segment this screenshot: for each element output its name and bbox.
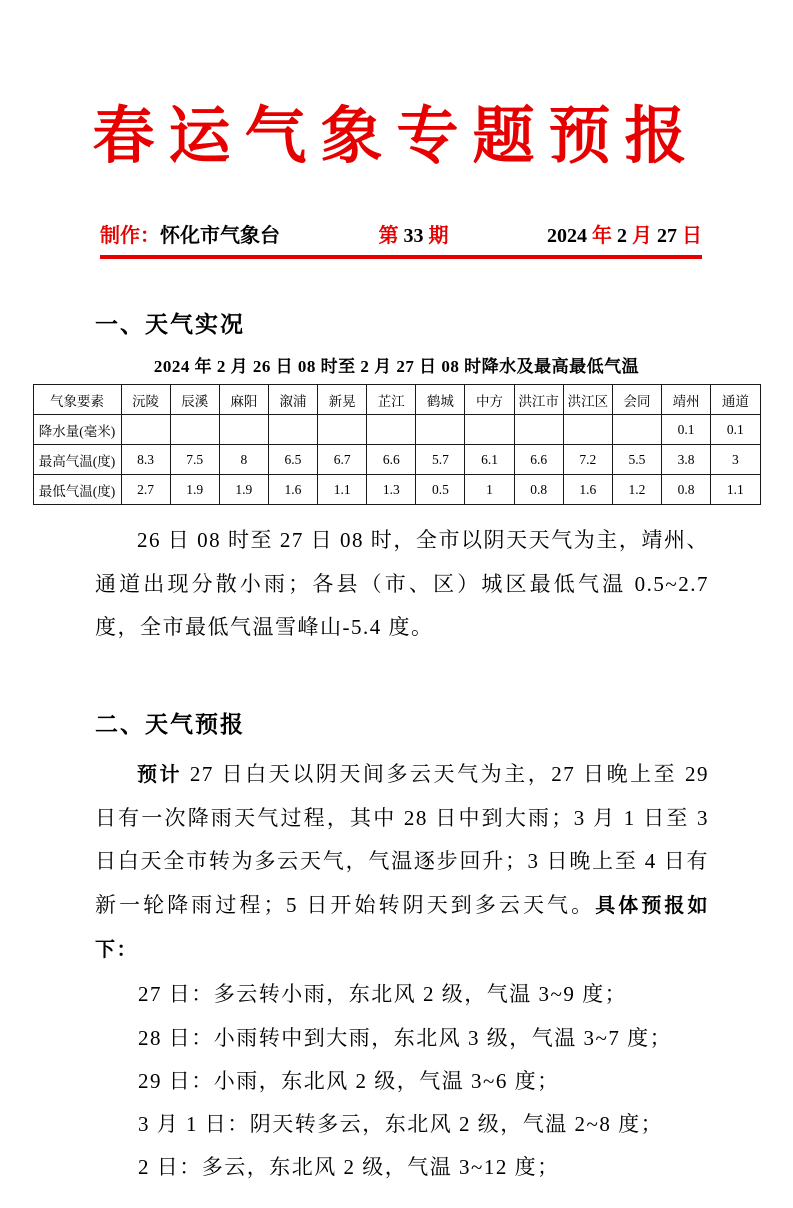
- bulletin-page: [0, 86, 793, 1208]
- table-cell: 6.1: [465, 445, 514, 475]
- table-cell: 6.7: [318, 445, 367, 475]
- table-header-cell: 中方: [465, 385, 514, 415]
- table-row: [33, 445, 760, 475]
- table-cell: 8.3: [121, 445, 170, 475]
- table-cell: 1.9: [219, 475, 268, 505]
- table-header-cell: 鹤城: [416, 385, 465, 415]
- table-row-label: 最低气温(度): [33, 475, 121, 505]
- table-header-cell: 新晃: [318, 385, 367, 415]
- table-cell: 0.1: [662, 415, 711, 445]
- table-cell: [318, 415, 367, 445]
- daily-forecast-item: 27 日：多云转小雨，东北风 2 级，气温 3~9 度；: [138, 982, 628, 1007]
- weather-table-title: 2024 年 2 月 26 日 08 时至 2 月 27 日 08 时降水及最高最低气温: [153, 357, 640, 376]
- section-heading-weather-forecast: 二、天气预报: [95, 711, 245, 738]
- table-cell: 0.1: [711, 415, 760, 445]
- table-cell: 0.8: [514, 475, 563, 505]
- text-segment: 27: [657, 225, 682, 247]
- table-cell: [465, 415, 514, 445]
- table-cell: [219, 415, 268, 445]
- table-cell: 1.2: [612, 475, 661, 505]
- table-header-cell: 气象要素: [33, 385, 121, 415]
- daily-forecast-list: [138, 973, 793, 1189]
- table-cell: 3: [711, 445, 760, 475]
- table-header-cell: 靖州: [662, 385, 711, 415]
- table-cell: [416, 415, 465, 445]
- table-cell: [121, 415, 170, 445]
- table-cell: 1.6: [563, 475, 612, 505]
- table-cell: 1.3: [367, 475, 416, 505]
- table-cell: 6.6: [367, 445, 416, 475]
- table-cell: 7.2: [563, 445, 612, 475]
- table-cell: 1: [465, 475, 514, 505]
- forecast-body-text: 27 日白天以阴天间多云天气为主，27 日晚上至 29 日有一次降雨天气过程，其中 28 日中到大雨；3 月 1 日至 3 日白天全市转为多云天气，气温逐步回升；3 日晚上至 4 日有新一轮降雨过程；5 日开始转阴天到多云天气。: [95, 762, 710, 918]
- table-header-cell: 芷江: [367, 385, 416, 415]
- producer-text: [100, 219, 280, 248]
- table-header-cell: 麻阳: [219, 385, 268, 415]
- table-cell: [514, 415, 563, 445]
- table-cell: 3.8: [662, 445, 711, 475]
- issue-number-text: [379, 219, 449, 248]
- text-segment: 月: [632, 225, 657, 247]
- forecast-summary-paragraph: [95, 753, 709, 971]
- table-header-cell: 会同: [612, 385, 661, 415]
- forecast-tail-bold: 具体预报如下：: [95, 895, 710, 961]
- table-cell: 0.8: [662, 475, 711, 505]
- text-segment: 第: [378, 225, 404, 247]
- daily-forecast-item: 2 日：多云，东北风 2 级，气温 3~12 度；: [138, 1155, 560, 1180]
- text-segment: 怀化市气象台: [160, 225, 280, 247]
- weather-table-header-row: [33, 385, 760, 415]
- table-cell: 0.5: [416, 475, 465, 505]
- table-row: [33, 415, 760, 445]
- table-cell: 1.9: [170, 475, 219, 505]
- table-cell: 1.1: [318, 475, 367, 505]
- table-row-label: 降水量(毫米): [33, 415, 121, 445]
- table-cell: 8: [219, 445, 268, 475]
- table-cell: 5.7: [416, 445, 465, 475]
- text-segment: 日: [682, 225, 702, 247]
- table-cell: 6.6: [514, 445, 563, 475]
- table-header-cell: 辰溪: [170, 385, 219, 415]
- table-cell: [268, 415, 317, 445]
- weather-table-head: [33, 385, 760, 415]
- table-header-cell: 溆浦: [268, 385, 317, 415]
- table-cell: 1.6: [268, 475, 317, 505]
- header-divider-rule: [100, 255, 702, 259]
- issue-info-row: [100, 219, 702, 248]
- table-cell: 6.5: [268, 445, 317, 475]
- issue-date-text: [547, 219, 702, 248]
- table-row: [33, 475, 760, 505]
- table-header-cell: 沅陵: [121, 385, 170, 415]
- daily-forecast-item: 3 月 1 日：阴天转多云，东北风 2 级，气温 2~8 度；: [138, 1112, 664, 1137]
- table-cell: [612, 415, 661, 445]
- weather-observation-table: [33, 384, 761, 505]
- table-cell: [563, 415, 612, 445]
- text-segment: 制作：: [100, 225, 160, 247]
- table-cell: [170, 415, 219, 445]
- page-title: 春运气象专题预报: [92, 99, 701, 172]
- forecast-lead-bold: 预计: [137, 764, 183, 787]
- table-cell: 5.5: [612, 445, 661, 475]
- table-row-label: 最高气温(度): [33, 445, 121, 475]
- text-segment: 2: [617, 225, 632, 247]
- weather-table-body: [33, 415, 760, 505]
- text-segment: 2024: [547, 225, 592, 247]
- table-cell: 1.1: [711, 475, 760, 505]
- table-cell: 2.7: [121, 475, 170, 505]
- weather-actual-paragraph: 26 日 08 时至 27 日 08 时，全市以阴天天气为主，靖州、通道出现分散小雨；各县（市、区）城区最低气温 0.5~2.7 度，全市最低气温雪峰山-5.4 度。: [95, 528, 709, 640]
- table-header-cell: 洪江市: [514, 385, 563, 415]
- daily-forecast-item: 28 日：小雨转中到大雨，东北风 3 级，气温 3~7 度；: [138, 1025, 673, 1050]
- section-heading-weather-actual: 一、天气实况: [95, 311, 245, 337]
- table-header-cell: 通道: [711, 385, 760, 415]
- table-cell: [367, 415, 416, 445]
- table-cell: 7.5: [170, 445, 219, 475]
- text-segment: 33: [403, 225, 424, 247]
- daily-forecast-item: 29 日：小雨，东北风 2 级，气温 3~6 度；: [138, 1068, 560, 1093]
- table-header-cell: 洪江区: [563, 385, 612, 415]
- text-segment: 年: [592, 225, 617, 247]
- text-segment: 期: [423, 225, 449, 247]
